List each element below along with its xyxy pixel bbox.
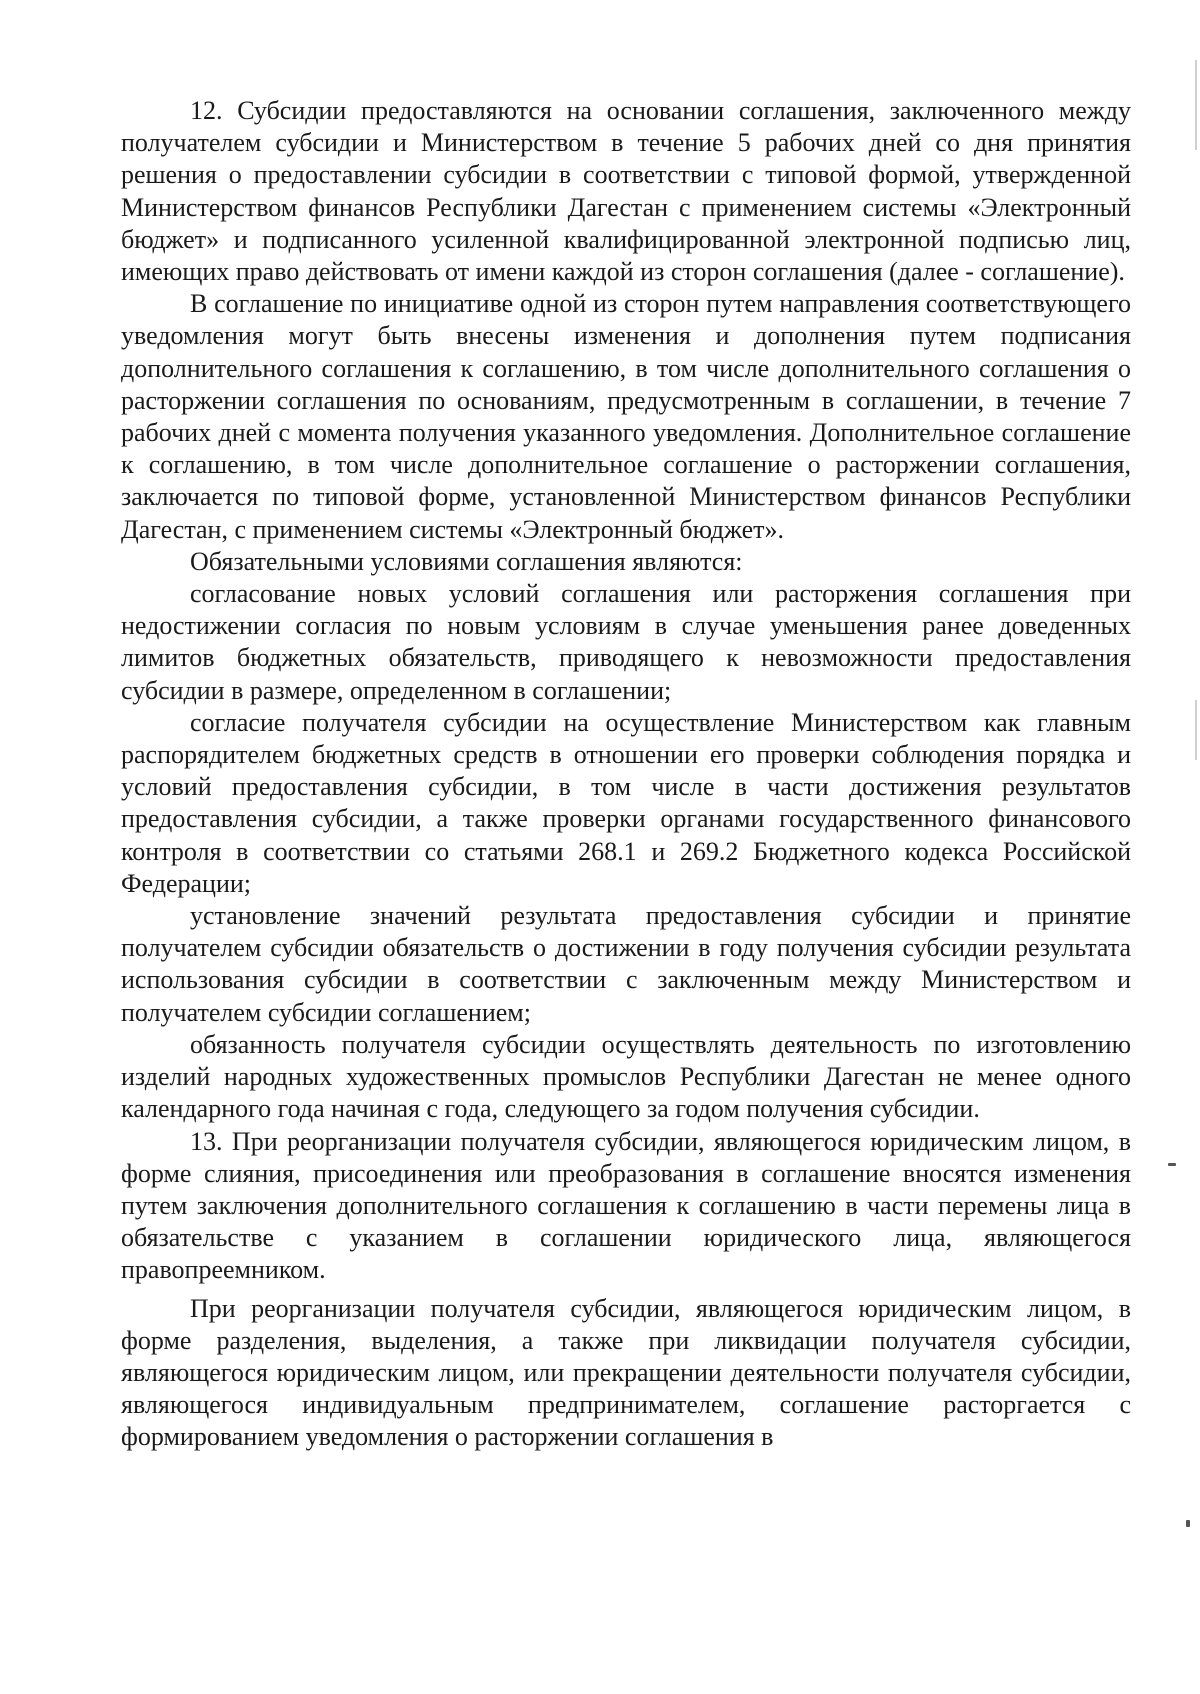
condition-item: согласование новых условий соглашения или расторжения соглашения при недостижении согласия по новым условиям в случае уменьшения ранее доведенных лимитов бюджетных обязательств, приводящего к невозможности предоставления субсидии в размере, определенном в соглашении; [121, 579, 1131, 705]
scan-edge-artifact [1195, 700, 1197, 760]
scan-speck [1168, 1163, 1176, 1166]
document-body [121, 95, 1131, 1454]
paragraph-13: 13. При реорганизации получателя субсидии, являющегося юридическим лицом, в форме слияния, присоединения или преобразования в соглашение вносятся изменения путем заключения дополнительного соглашения к соглашению в части перемены лица в обязательстве с указанием в соглашении юридического лица, являющегося правопреемником. [121, 1126, 1131, 1285]
scan-speck [1186, 1520, 1190, 1527]
paragraph-reorganization: При реорганизации получателя субсидии, являющегося юридическим лицом, в форме разделения, выделения, а также при ликвидации получателя субсидии, являющегося юридическим лицом, или прекращении деятельности получателя субсидии, являющегося индивидуальным предпринимателем, соглашение расторгается с формированием уведомления о расторжении соглашения в [121, 1293, 1131, 1452]
paragraph-conditions-intro: Обязательными условиями соглашения являются: [190, 546, 743, 576]
paragraph-amendments: В соглашение по инициативе одной из сторон путем направления соответствующего уведомления могут быть внесены изменения и дополнения путем подписания дополнительного соглашения к соглашению, в том числе дополнительного соглашения о расторжении соглашения по основаниям, предусмотренным в соглашении, в течение 7 рабочих дней с момента получения указанного уведомления. Дополнительное соглашение к соглашению, в том числе дополнительное соглашение о расторжении соглашения, заключается по типовой форме, установленной Министерством финансов Республики Дагестан, с применением системы «Электронный бюджет». [121, 289, 1131, 544]
condition-item: согласие получателя субсидии на осуществление Министерством как главным распорядителем бюджетных средств в отношении его проверки соблюдения порядка и условий предоставления субсидии, в том числе в части достижения результатов предоставления субсидии, а также проверки органами государственного финансового контроля в соответствии со статьями 268.1 и 269.2 Бюджетного кодекса Российской Федерации; [121, 707, 1131, 898]
condition-item: установление значений результата предоставления субсидии и принятие получателем субсидии обязательств о достижении в году получения субсидии результата использования субсидии в соответствии с заключенным между Министерством и получателем субсидии соглашением; [121, 901, 1131, 1027]
condition-item: обязанность получателя субсидии осуществлять деятельность по изготовлению изделий народных художественных промыслов Республики Дагестан не менее одного календарного года начиная с года, следующего за годом получения субсидии. [121, 1029, 1131, 1124]
paragraph-12: 12. Субсидии предоставляются на основании соглашения, заключенного между получателем субсидии и Министерством в течение 5 рабочих дней со дня принятия решения о предоставлении субсидии в соответствии с типовой формой, утвержденной Министерством финансов Республики Дагестан с применением системы «Электронный бюджет» и подписанного усиленной квалифицированной электронной подписью лиц, имеющих право действовать от имени каждой из сторон соглашения (далее - соглашение). [121, 96, 1131, 287]
scan-edge-artifact [1195, 60, 1197, 150]
